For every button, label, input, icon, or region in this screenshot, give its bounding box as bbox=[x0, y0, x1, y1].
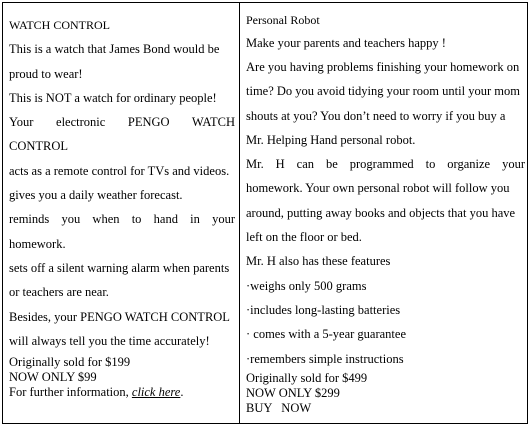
personal-robot-ad bbox=[240, 3, 529, 416]
robot-ad-line: Make your parents and teachers happy ! bbox=[246, 36, 446, 50]
watch-control-ad bbox=[3, 3, 239, 400]
robot-feature-item: ·includes long-lasting batteries bbox=[246, 302, 401, 317]
robot-sale-price: NOW ONLY $299 bbox=[246, 385, 340, 400]
click-here-link[interactable]: click here bbox=[131, 385, 181, 400]
robot-original-price: Originally sold for $499 bbox=[246, 370, 368, 385]
watch-info-suffix: . bbox=[180, 385, 184, 400]
watch-ad-feature: acts as a remote control for TVs and videos. bbox=[9, 163, 230, 178]
robot-ad-title: Personal Robot bbox=[246, 13, 320, 27]
robot-ad-line: time? Do you avoid tidying your room until your mom bbox=[246, 84, 520, 99]
watch-ad-feature: sets off a silent warning alarm when parents bbox=[9, 260, 230, 275]
robot-ad-line: Mr. H also has these features bbox=[246, 254, 391, 269]
watch-sale-price: NOW ONLY $99 bbox=[9, 370, 97, 385]
robot-ad-line: shouts at you? You don’t need to worry if you buy a bbox=[246, 108, 506, 123]
robot-ad-line: Mr. H can be programmed to organize your bbox=[246, 157, 525, 172]
buy-now-text: BUY NOW bbox=[246, 400, 312, 415]
watch-ad-line: Besides, your PENGO WATCH CONTROL bbox=[9, 309, 230, 324]
watch-info-line bbox=[9, 385, 235, 400]
robot-ad-line: left on the floor or bed. bbox=[246, 230, 362, 245]
robot-ad-line: Are you having problems finishing your homework on bbox=[246, 60, 520, 74]
watch-ad-feature: gives you a daily weather forecast. bbox=[9, 188, 183, 203]
watch-ad-feature: homework. bbox=[9, 236, 66, 251]
watch-ad-line: proud to wear! bbox=[9, 66, 83, 81]
watch-original-price: Originally sold for $199 bbox=[9, 355, 131, 370]
ads-table bbox=[2, 2, 528, 424]
watch-ad-feature: reminds you when to hand in your bbox=[9, 212, 235, 227]
watch-ad-line: Your electronic PENGO WATCH bbox=[9, 115, 235, 130]
robot-ad-line: homework. Your own personal robot will follow you bbox=[246, 181, 510, 196]
robot-feature-item: · comes with a 5-year guarantee bbox=[246, 327, 406, 342]
robot-ad-line: Mr. Helping Hand personal robot. bbox=[246, 132, 416, 147]
robot-ad-line: around, putting away books and objects that you have bbox=[246, 205, 516, 220]
watch-ad-title: WATCH CONTROL bbox=[9, 18, 110, 32]
robot-feature-item: ·remembers simple instructions bbox=[246, 351, 404, 366]
watch-ad-feature: or teachers are near. bbox=[9, 285, 109, 300]
watch-ad-line: This is NOT a watch for ordinary people! bbox=[9, 90, 217, 105]
watch-ad-line: This is a watch that James Bond would be bbox=[9, 42, 220, 57]
watch-ad-line: CONTROL bbox=[9, 139, 69, 154]
robot-feature-item: ·weighs only 500 grams bbox=[246, 278, 367, 293]
watch-ad-line: will always tell you the time accurately! bbox=[9, 333, 210, 348]
watch-info-prefix: For further information, bbox=[9, 385, 129, 400]
